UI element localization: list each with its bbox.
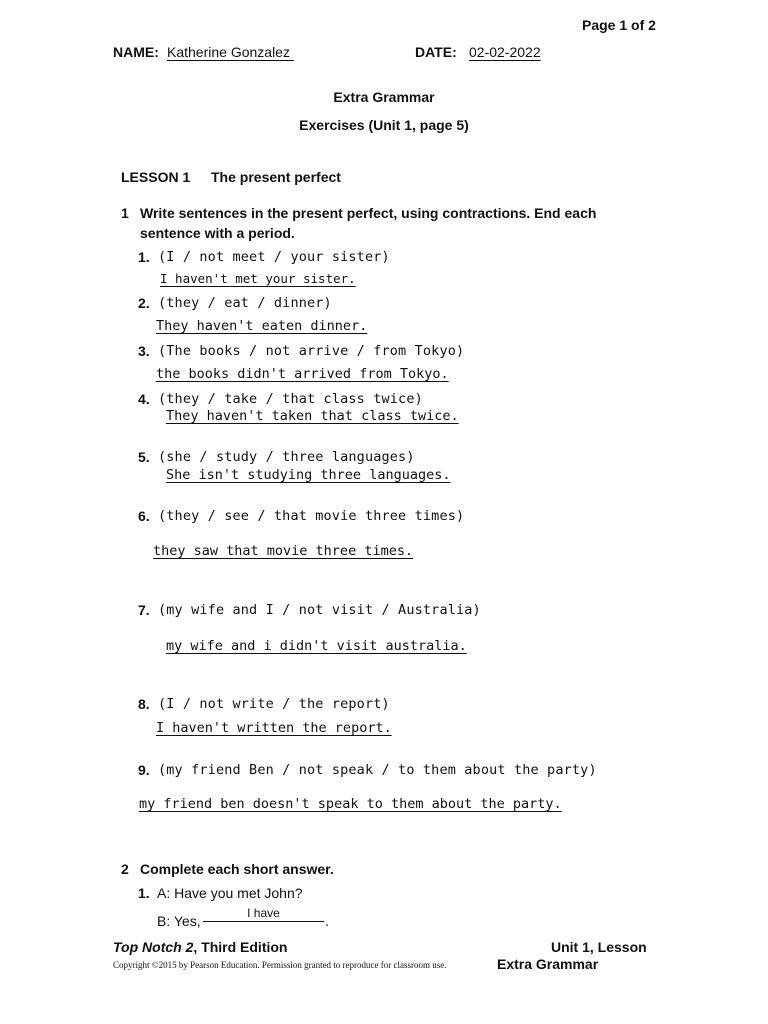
date-field[interactable]: 02-02-2022 bbox=[469, 44, 541, 60]
document-subtitle: Exercises (Unit 1, page 5) bbox=[299, 117, 469, 133]
item-prompt: (they / take / that class twice) bbox=[158, 391, 423, 407]
answer-period: . bbox=[325, 913, 329, 929]
exercise-instruction-cont: sentence with a period. bbox=[140, 225, 295, 241]
item-answer[interactable]: They haven't taken that class twice. bbox=[166, 408, 459, 424]
item-prompt: (my friend Ben / not speak / to them about the party) bbox=[158, 762, 597, 778]
item-answer[interactable]: I haven't met your sister. bbox=[160, 271, 356, 286]
document-title: Extra Grammar bbox=[333, 89, 435, 105]
page-number: Page 1 of 2 bbox=[582, 17, 656, 33]
copyright-notice: Copyright ©2015 by Pearson Education. Permission granted to reproduce for classroom use. bbox=[113, 960, 447, 970]
item-number: 6. bbox=[138, 508, 150, 524]
item-number: 9. bbox=[138, 762, 150, 778]
exercise-instruction: Write sentences in the present perfect, using contractions. End each bbox=[140, 205, 597, 221]
lesson-number: LESSON 1 bbox=[121, 169, 191, 185]
date-label: DATE: bbox=[415, 44, 457, 60]
item-prompt: (she / study / three languages) bbox=[158, 449, 415, 465]
item-number: 2. bbox=[138, 295, 150, 311]
item-answer[interactable]: my wife and i didn't visit australia. bbox=[166, 638, 467, 654]
book-title: Top Notch 2 bbox=[113, 939, 194, 955]
item-answer[interactable]: I haven't written the report. bbox=[156, 720, 392, 736]
exercise-number: 1 bbox=[121, 205, 129, 221]
book-edition: , Third Edition bbox=[193, 939, 288, 955]
item-answer[interactable]: She isn't studying three languages. bbox=[166, 467, 451, 483]
item-prompt: (they / see / that movie three times) bbox=[158, 508, 465, 524]
exercise-instruction: Complete each short answer. bbox=[140, 861, 334, 877]
item-prompt: (I / not write / the report) bbox=[158, 696, 390, 712]
footer-book bbox=[113, 939, 287, 955]
item-number: 3. bbox=[138, 343, 150, 359]
lesson-topic: The present perfect bbox=[211, 169, 341, 185]
short-answer-input[interactable]: I have bbox=[247, 906, 280, 920]
item-answer[interactable]: the books didn't arrived from Tokyo. bbox=[156, 366, 449, 382]
item-answer[interactable]: They haven't eaten dinner. bbox=[156, 318, 368, 334]
item-answer[interactable]: my friend ben doesn't speak to them about the party. bbox=[139, 796, 562, 812]
answer-prefix: B: Yes, bbox=[157, 913, 201, 929]
footer-section: Extra Grammar bbox=[497, 956, 599, 972]
name-field[interactable]: Katherine Gonzalez bbox=[167, 44, 294, 60]
name-label: NAME: bbox=[113, 44, 159, 60]
footer-unit: Unit 1, Lesson bbox=[551, 939, 647, 955]
item-prompt: (I / not meet / your sister) bbox=[158, 249, 390, 265]
answer-blank-line bbox=[203, 921, 324, 922]
item-prompt: (they / eat / dinner) bbox=[158, 295, 332, 311]
item-number: 4. bbox=[138, 391, 150, 407]
item-number: 7. bbox=[138, 602, 150, 618]
item-number: 1. bbox=[138, 249, 150, 265]
item-answer[interactable]: they saw that movie three times. bbox=[153, 543, 414, 559]
item-number: 1. bbox=[138, 885, 150, 901]
item-prompt: (my wife and I / not visit / Australia) bbox=[158, 602, 481, 618]
item-number: 5. bbox=[138, 449, 150, 465]
question-text: A: Have you met John? bbox=[157, 885, 303, 901]
item-prompt: (The books / not arrive / from Tokyo) bbox=[158, 343, 465, 359]
exercise-number: 2 bbox=[121, 861, 129, 877]
item-number: 8. bbox=[138, 696, 150, 712]
